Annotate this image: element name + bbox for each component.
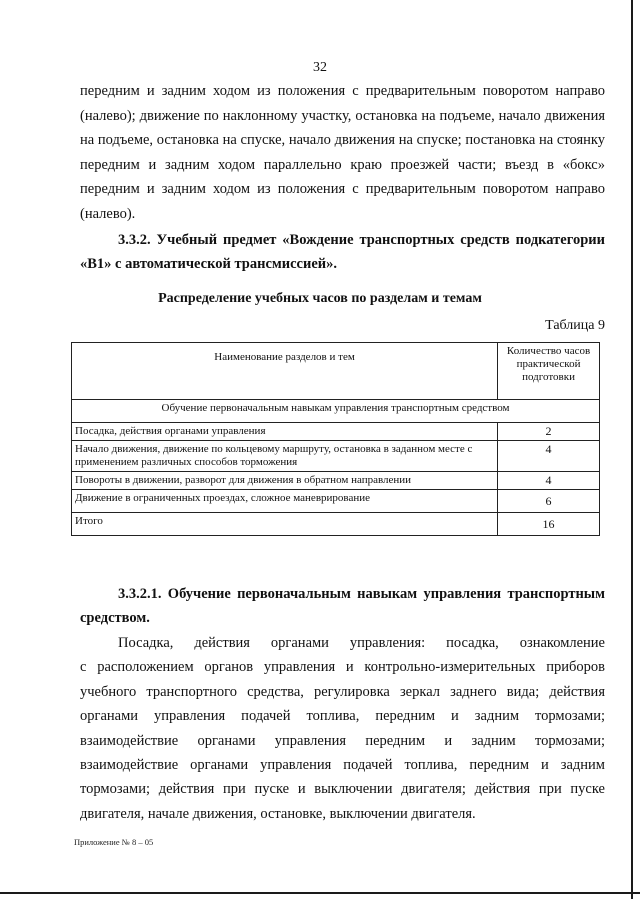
body-line: взаимодействие органами управления подачей топлива, передним и задним	[80, 756, 605, 773]
table-section-row	[72, 400, 600, 423]
row-hours-cell: 4	[498, 441, 600, 472]
intro-line: передним и задним ходом параллельно краю проезжей части; въезд в «бокс»	[80, 156, 605, 173]
table-header-row	[72, 343, 600, 400]
row-name-cell: Движение в ограниченных проездах, сложное маневрирование	[72, 490, 498, 513]
row-hours-cell: 4	[498, 472, 600, 490]
body-line: учебного транспортного средства, регулировка зеркал заднего вида; действия	[80, 683, 605, 700]
subsection-heading-line: средством.	[80, 610, 150, 626]
body-line: с расположением органов управления и контрольно-измерительных приборов	[80, 659, 605, 676]
table-total-row	[72, 513, 600, 536]
scan-edge-bottom	[0, 892, 640, 894]
table-title: Распределение учебных часов по разделам и темам	[158, 291, 482, 306]
body-line: тормозами; действия при пуске и выключении двигателя; действия при пуске	[80, 781, 605, 798]
header-name-cell: Наименование разделов и тем	[72, 343, 498, 400]
intro-line: передним и задним ходом из положения с предварительным поворотом направо	[80, 181, 605, 198]
body-line: органами управления подачей топлива, передним и задним тормозами;	[80, 708, 605, 725]
row-name-cell: Повороты в движении, разворот для движения в обратном направлении	[72, 472, 498, 490]
body-line: двигателя, начале движения, остановке, выключении двигателя.	[80, 805, 476, 822]
scan-edge-right	[631, 0, 633, 899]
table-row	[72, 472, 600, 490]
body-line: взаимодействие органами управления передним и задним тормозами;	[80, 732, 605, 749]
page-number: 32	[313, 60, 327, 75]
section-row-cell: Обучение первоначальным навыкам управления транспортным средством	[72, 400, 600, 423]
section-heading-line: 3.3.2. Учебный предмет «Вождение транспортных средств подкатегории	[118, 232, 605, 248]
row-name-cell: Начало движения, движение по кольцевому маршруту, остановка в заданном месте с применением различных способов торможения	[72, 441, 498, 472]
intro-line: передним и задним ходом из положения с предварительным поворотом направо	[80, 83, 605, 99]
section-heading-line: «В1» с автоматической трансмиссией».	[80, 256, 338, 272]
page-footer: Приложение № 8 – 05	[74, 837, 154, 847]
intro-line: на подъеме, остановка на спуске, начало движения на спуске; постановка на стоянку	[80, 132, 605, 149]
total-hours-cell: 16	[498, 513, 600, 536]
row-name-cell: Посадка, действия органами управления	[72, 423, 498, 441]
table-row	[72, 490, 600, 513]
table-label: Таблица 9	[545, 318, 605, 333]
table-row	[72, 423, 600, 441]
intro-line: (налево); движение по наклонному участку, остановка на подъеме, начало движения	[80, 107, 605, 124]
body-paragraph	[80, 631, 605, 826]
body-line: Посадка, действия органами управления: посадка, ознакомление	[118, 635, 605, 651]
section-heading	[80, 228, 605, 276]
row-hours-cell: 6	[498, 490, 600, 513]
table-row	[72, 441, 600, 472]
header-hours-cell: Количество часов практической подготовки	[498, 343, 600, 400]
total-name-cell: Итого	[72, 513, 498, 536]
intro-paragraph	[80, 79, 605, 227]
row-hours-cell: 2	[498, 423, 600, 441]
subsection-heading-line: 3.3.2.1. Обучение первоначальным навыкам управления транспортным	[118, 586, 605, 602]
hours-table	[71, 342, 600, 536]
intro-line: (налево).	[80, 205, 136, 222]
subsection-heading	[80, 582, 605, 630]
